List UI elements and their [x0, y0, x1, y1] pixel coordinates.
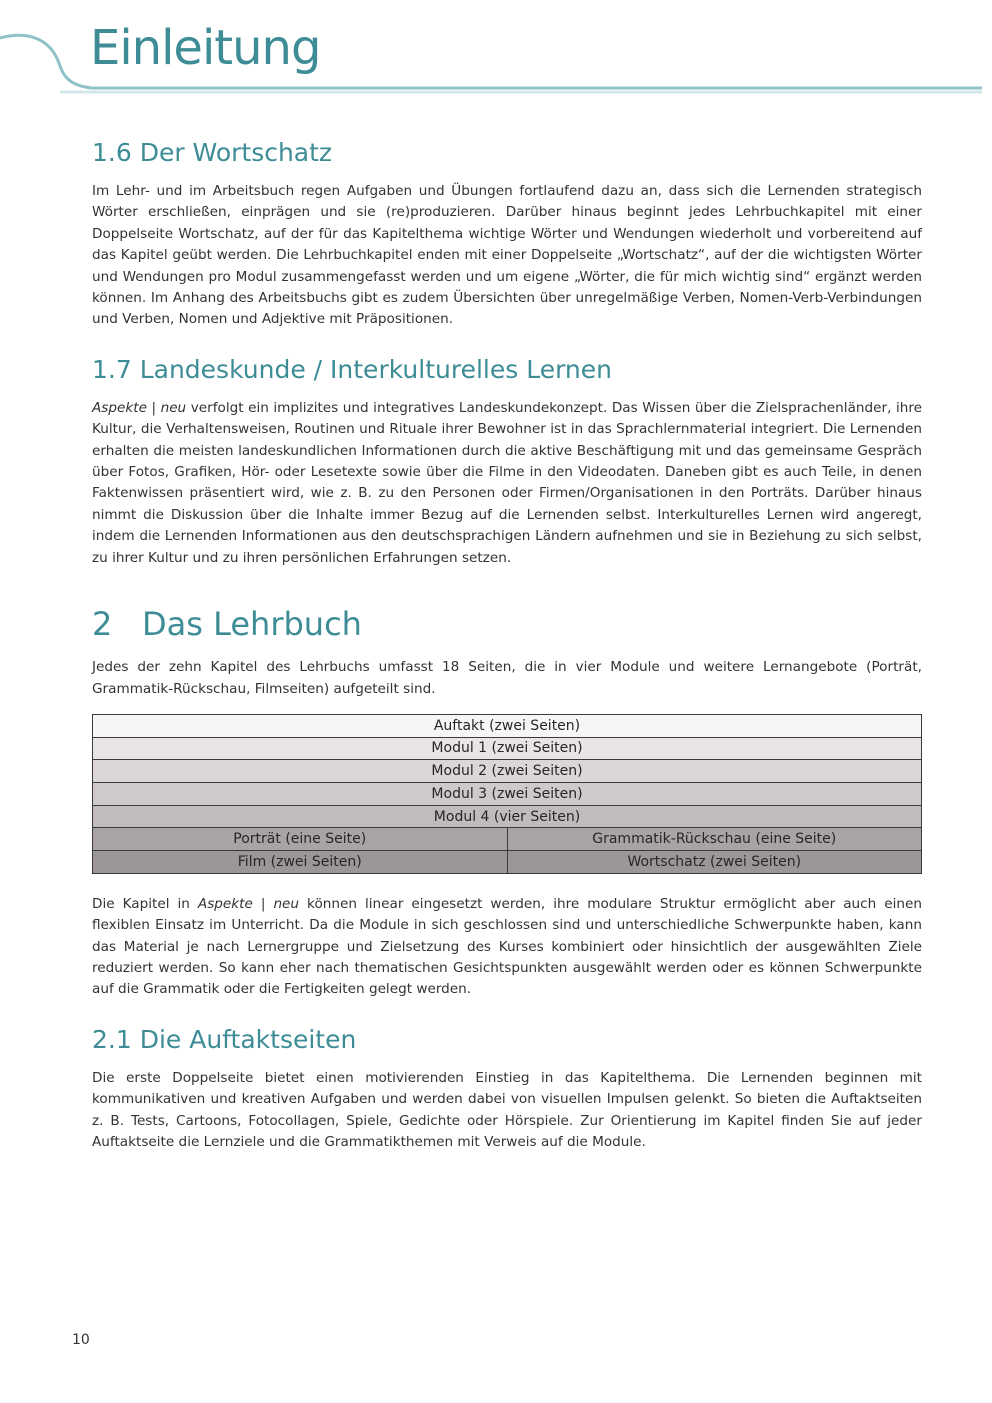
table-cell-modul-1: Modul 1 (zwei Seiten) — [93, 737, 922, 760]
section-text-2-1: Die erste Doppelseite bietet einen motivierenden Einstieg in das Kapitelthema. Die Lernenden beginnen mit kommunikativen und kreativen Aufgaben und werden dabei von visuellen Impulsen gelenkt. So bieten die Auftaktseiten z. B. Tests, Cartoons, Fotocollagen, Spiele, Gedichte oder Hörspiele. Zur Orientierung im Kapitel finden Sie auf jeder Auftaktseite die Lernziele und die Grammatikthemen mit Verweis auf die Module. — [92, 1069, 922, 1150]
page-header — [0, 0, 992, 110]
table-row — [93, 828, 922, 851]
section-text-1-7 — [92, 398, 922, 569]
chapter-2-intro: Jedes der zehn Kapitel des Lehrbuchs umfasst 18 Seiten, die in vier Module und weitere Lernangebote (Porträt, Grammatik-Rückschau, Filmseiten) aufgeteilt sind. — [92, 659, 922, 697]
table-cell-modul-3: Modul 3 (zwei Seiten) — [93, 782, 922, 805]
table-row — [93, 714, 922, 737]
table-cell-modul-2: Modul 2 (zwei Seiten) — [93, 760, 922, 783]
table-row — [93, 782, 922, 805]
page-content — [92, 138, 922, 1153]
table-cell-wortschatz: Wortschatz (zwei Seiten) — [507, 851, 922, 874]
table-row — [93, 737, 922, 760]
chapter-structure-table — [92, 714, 922, 874]
chapter-2-text-body: können linear eingesetzt werden, ihre modulare Struktur ermöglicht aber auch einen flexiblen Einsatz im Unterricht. Da die Module in sich geschlossen sind und unterschiedliche Schwerpunkte haben, kann das Material je nach Lernergruppe und Zielsetzung des Kurses kombiniert oder hinsichtlich der ausgewählten Ziele reduziert werden. So kann eher nach thematischen Gesichtspunkten ausgewählt werden oder es können Schwerpunkte auf die Grammatik oder die Fertigkeiten gelegt werden. — [92, 895, 922, 998]
book-title-italic: Aspekte | neu — [92, 399, 187, 416]
table-cell-grammatik: Grammatik-Rückschau (eine Seite) — [507, 828, 922, 851]
table-row — [93, 760, 922, 783]
section-title-1-6: 1.6 Der Wortschatz — [92, 138, 333, 167]
section-title-2-1: 2.1 Die Auftaktseiten — [92, 1024, 357, 1054]
table-cell-film: Film (zwei Seiten) — [93, 851, 508, 874]
table-row — [93, 851, 922, 874]
book-title-italic: Aspekte | neu — [197, 895, 300, 912]
table-cell-modul-4: Modul 4 (vier Seiten) — [93, 805, 922, 828]
table-cell-auftakt: Auftakt (zwei Seiten) — [93, 714, 922, 737]
section-text-1-7-body: verfolgt ein implizites und integratives Landeskundekonzept. Das Wissen über die Zielsprachenländer, ihre Kultur, die Verhaltensweisen, Routinen und Rituale ihrer Bewohner ist in das Sprachlernmaterial integriert. Die Lernenden erhalten die meisten landeskundlichen Informationen durch die aktive Beschäftigung mit und das gemeinsame Gespräch über Fotos, Grafiken, Hör- oder Lesetexte sowie über die Filme in den Videodaten. Daneben gibt es auch Teile, in denen Faktenwissen präsentiert wird, wie z. B. zu den Personen oder Firmen/Organisationen in den Porträts. Darüber hinaus nimmt die Diskussion über die Inhalte immer Bezug auf die Lernenden selbst. Interkulturelles Lernen wird angeregt, indem die Lernenden Informationen aus den deutschsprachigen Ländern aufnehmen und sie in Beziehung zu sich selbst, zu ihrer Kultur und zu ihren persönlichen Erfahrungen setzen. — [92, 399, 922, 566]
page-number: 10 — [72, 1332, 90, 1348]
section-title-1-7: 1.7 Landeskunde / Interkulturelles Lernen — [92, 354, 612, 384]
chapter-2-text — [92, 894, 922, 1001]
page-header-title: Einleitung — [90, 20, 321, 76]
chapter-title-text: Das Lehrbuch — [142, 605, 362, 644]
section-text-1-6: Im Lehr- und im Arbeitsbuch regen Aufgaben und Übungen fortlaufend dazu an, dass sich die Lernenden strategisch Wörter erschließen, einprägen und sie (re)produzieren. Darüber hinaus beginnt jedes Lehrbuchkapitel mit einer Doppelseite Wortschatz, auf der für das Kapitelthema wichtige Wörter und Wendungen wiederholt und vorbereitend auf das Kapitel geübt werden. Die Lehrbuchkapitel enden mit einer Doppelseite „Wortschatz“, auf der die wichtigsten Wörter und Wendungen pro Modul zusammengefasst werden und um eigene „Wörter, die für mich wichtig sind“ ergänzt werden können. Im Anhang des Arbeitsbuchs gibt es zudem Übersichten über unregelmäßige Verben, Nomen-Verb-Verbindungen und Verben, Nomen und Adjektive mit Präpositionen. — [92, 183, 922, 328]
chapter-title-2 — [92, 605, 922, 643]
table-cell-portraet: Porträt (eine Seite) — [93, 828, 508, 851]
chapter-2-text-lead: Die Kapitel in — [92, 895, 198, 912]
chapter-number: 2 — [92, 605, 113, 644]
table-row — [93, 805, 922, 828]
